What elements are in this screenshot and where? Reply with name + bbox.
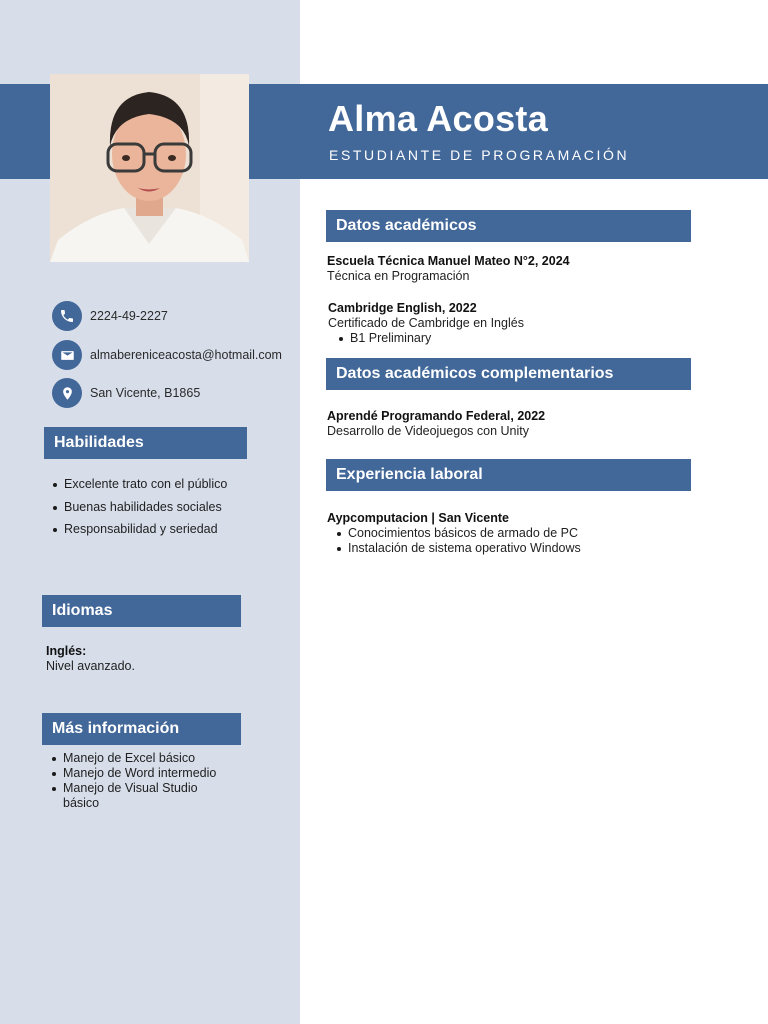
- skills-list: [50, 473, 290, 541]
- more-info-heading: Más información: [42, 713, 241, 745]
- language-entry: [46, 644, 286, 674]
- more-info-list: [49, 751, 224, 811]
- email-address: almabereniceacosta@hotmail.com: [90, 348, 282, 362]
- contact-email: [52, 340, 282, 370]
- degree-name: Técnica en Programación: [327, 269, 470, 283]
- person-name: Alma Acosta: [328, 98, 549, 139]
- academic-entry: [328, 301, 708, 346]
- experience-entry: [327, 511, 707, 556]
- language-level: Nivel avanzado.: [46, 659, 135, 673]
- academic-entry: [327, 254, 707, 284]
- list-item: Instalación de sistema operativo Windows: [334, 541, 707, 556]
- list-item: Buenas habilidades sociales: [50, 496, 290, 519]
- skills-heading: Habilidades: [44, 427, 247, 459]
- contact-location: [52, 378, 200, 408]
- experience-heading: Experiencia laboral: [326, 459, 691, 491]
- email-icon: [52, 340, 82, 370]
- course-entry: [327, 409, 707, 439]
- languages-heading: Idiomas: [42, 595, 241, 627]
- profile-photo: [50, 74, 249, 262]
- phone-icon: [52, 301, 82, 331]
- degree-name: Certificado de Cambridge en Inglés: [328, 316, 524, 330]
- institution-name: Escuela Técnica Manuel Mateo N°2, 2024: [327, 254, 570, 268]
- phone-number: 2224-49-2227: [90, 309, 168, 323]
- company-name: Aypcomputacion | San Vicente: [327, 511, 510, 525]
- degree-details: [336, 331, 708, 346]
- job-title: ESTUDIANTE DE PROGRAMACIÓN: [329, 147, 630, 163]
- course-institution: Aprendé Programando Federal, 2022: [327, 409, 546, 423]
- task-list: [334, 526, 707, 556]
- list-item: Manejo de Visual Studio básico: [49, 781, 224, 811]
- course-name: Desarrollo de Videojuegos con Unity: [327, 424, 529, 438]
- list-item: Excelente trato con el público: [50, 473, 290, 496]
- location-text: San Vicente, B1865: [90, 386, 201, 400]
- location-pin-icon: [52, 378, 82, 408]
- contact-phone: [52, 301, 168, 331]
- language-name: Inglés:: [46, 644, 87, 658]
- list-item: Responsabilidad y seriedad: [50, 518, 290, 541]
- institution-name: Cambridge English, 2022: [328, 301, 477, 315]
- list-item: Manejo de Excel básico: [49, 751, 224, 766]
- list-item: Conocimientos básicos de armado de PC: [334, 526, 707, 541]
- list-item: B1 Preliminary: [336, 331, 708, 346]
- complementary-heading: Datos académicos complementarios: [326, 358, 691, 390]
- list-item: Manejo de Word intermedio: [49, 766, 224, 781]
- academic-heading: Datos académicos: [326, 210, 691, 242]
